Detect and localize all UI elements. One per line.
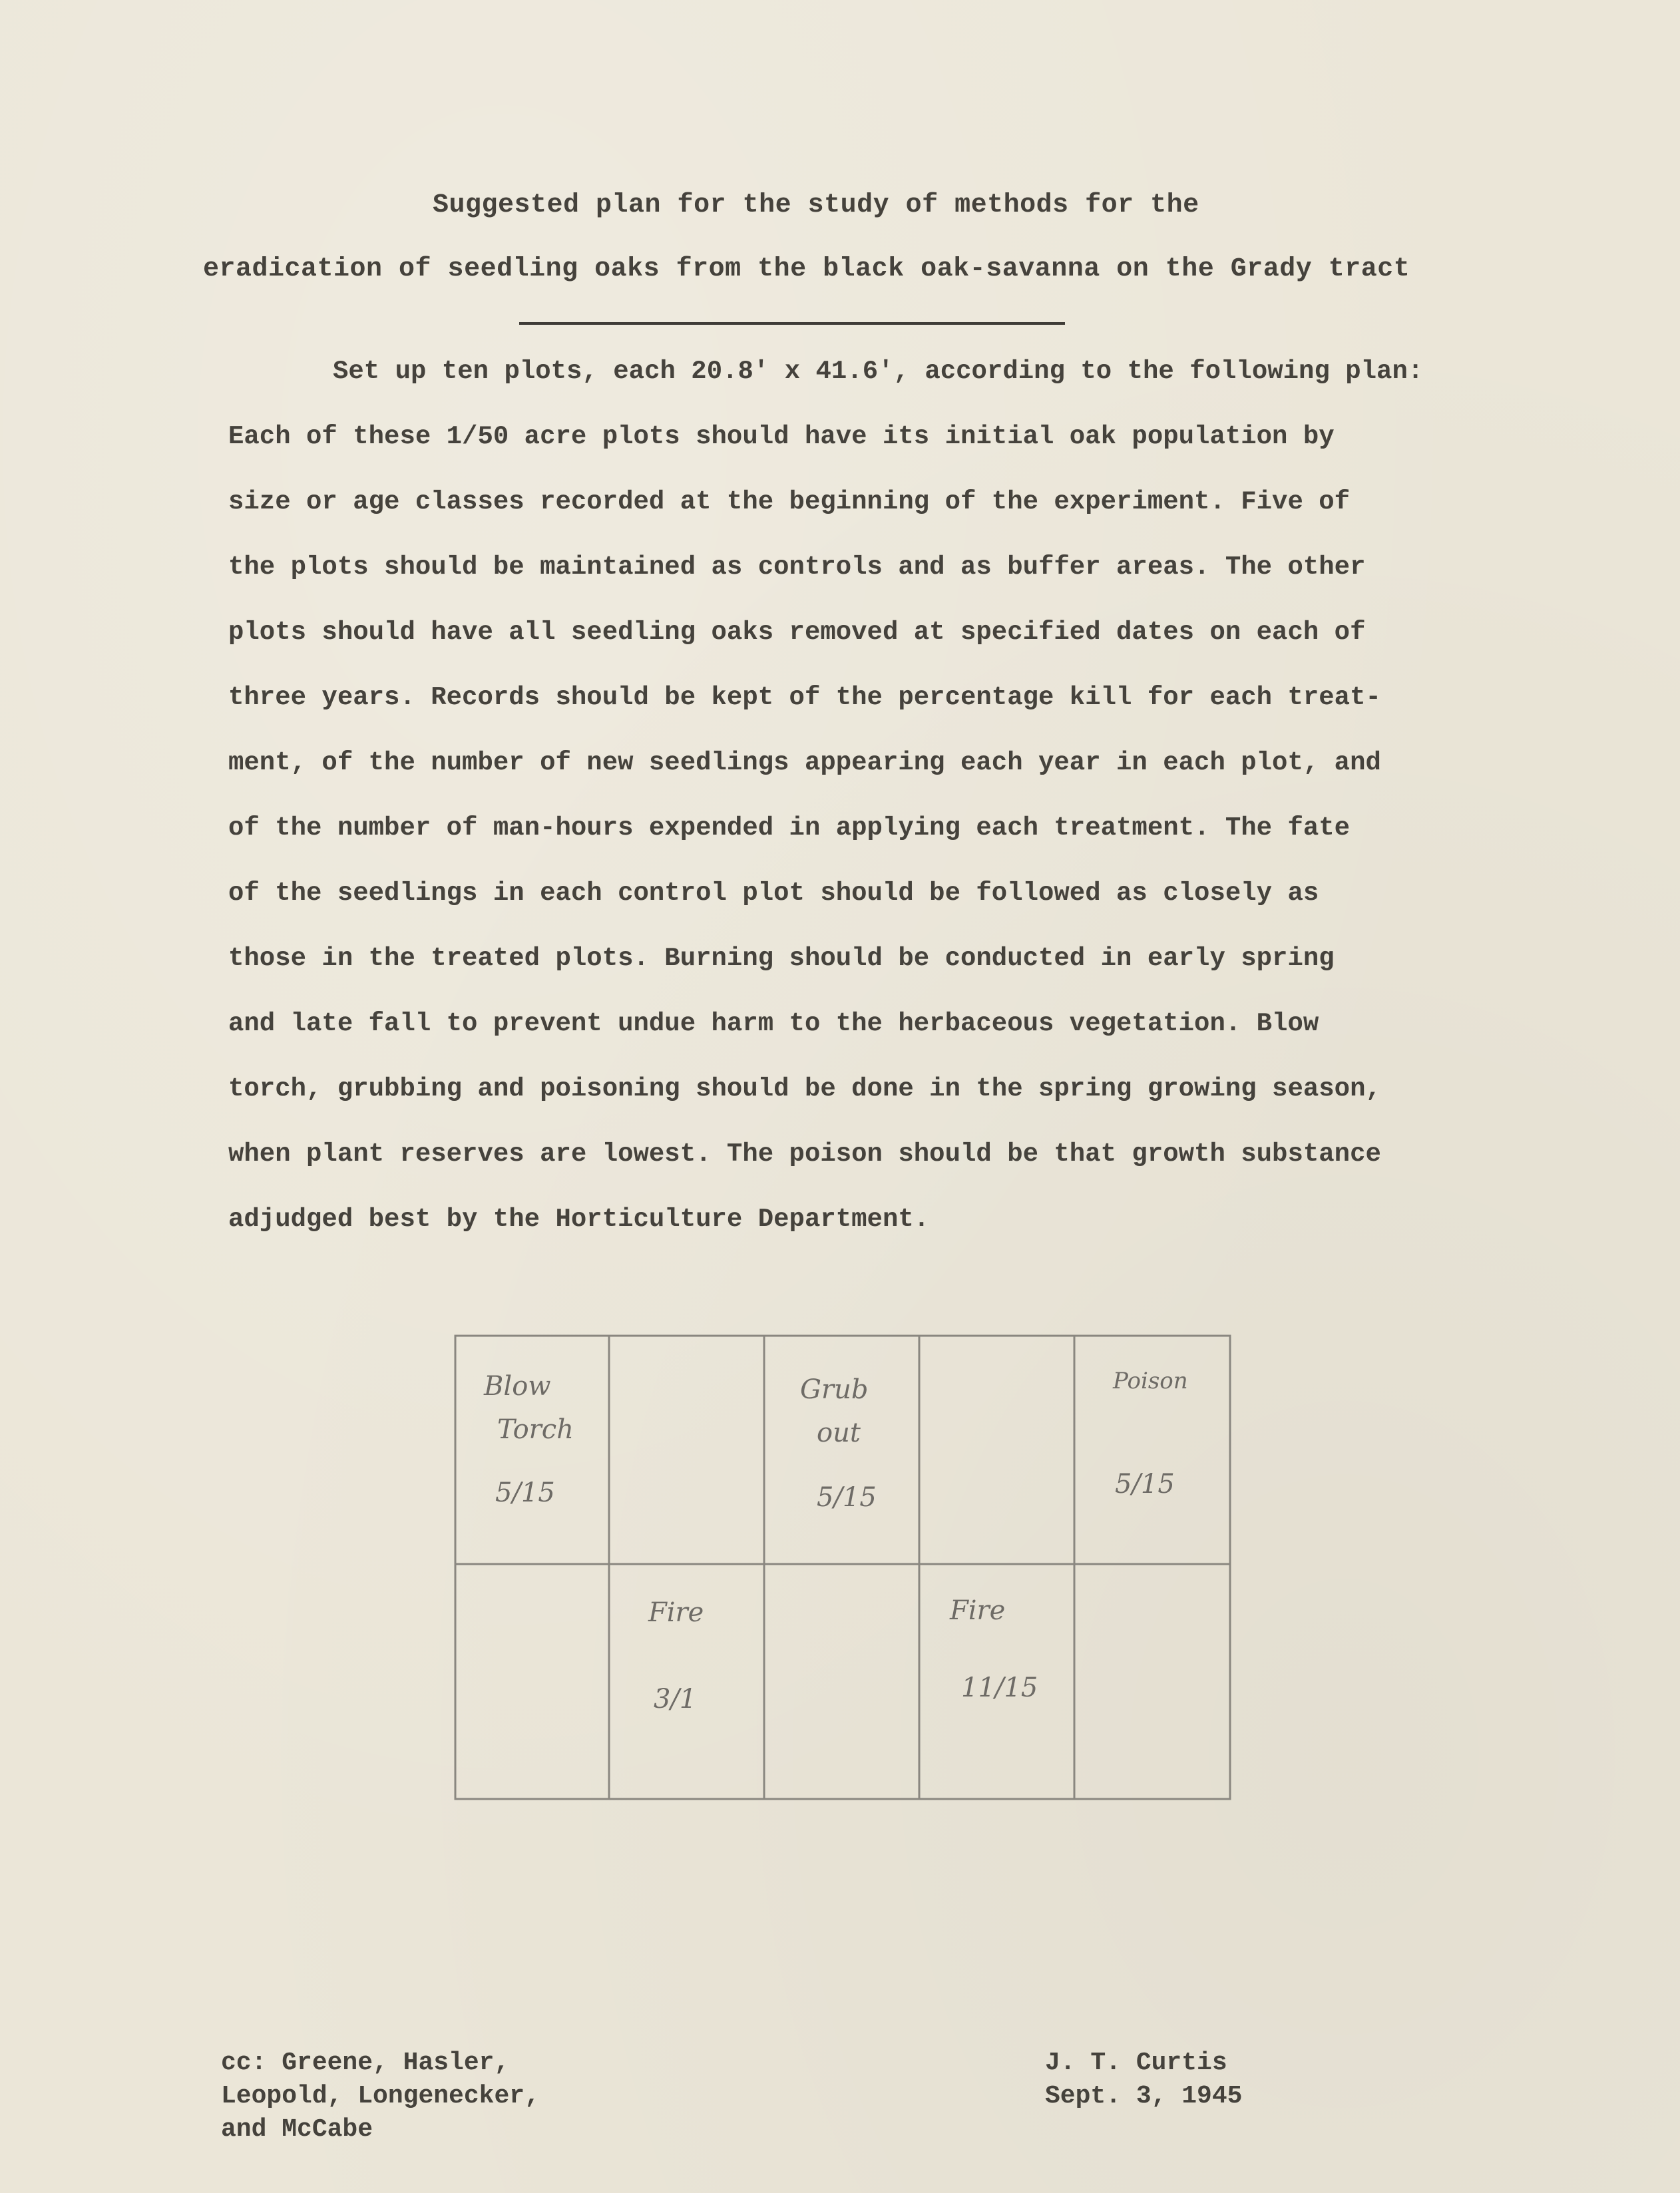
body-line: size or age classes recorded at the beginning of the experiment. Five of (228, 487, 1351, 516)
body-line: ment, of the number of new seedlings appearing each year in each plot, and (228, 748, 1381, 777)
body-line: those in the treated plots. Burning should be conducted in early spring (228, 944, 1335, 973)
plot-blow-torch-date: 5/15 (495, 1478, 555, 1508)
body-line: and late fall to prevent undue harm to the herbaceous vegetation. Blow (228, 1009, 1319, 1038)
body-line: when plant reserves are lowest. The poison should be that growth substance (228, 1139, 1381, 1169)
plot-fire-spring-date: 3/1 (654, 1684, 697, 1714)
cc-line: and McCabe (221, 2115, 373, 2144)
body-line: adjudged best by the Horticulture Department. (228, 1205, 930, 1234)
body-line: of the number of man-hours expended in applying each treatment. The fate (228, 813, 1351, 843)
plot-grid (454, 1334, 1231, 1800)
plot-grub-out-date: 5/15 (817, 1482, 877, 1513)
plot-blow-torch-label: Blow (484, 1371, 551, 1402)
title-line-2: eradication of seedling oaks from the black oak-savanna on the Grady tract (203, 254, 1410, 284)
cc-line: cc: Greene, Hasler, (221, 2049, 510, 2077)
body-line: the plots should be maintained as controls and as buffer areas. The other (228, 552, 1366, 582)
body-line: plots should have all seedling oaks removed at specified dates on each of (228, 618, 1366, 647)
plot-fire-spring-label: Fire (648, 1597, 704, 1628)
title-line-1: Suggested plan for the study of methods for the (433, 190, 1199, 220)
plot-grub-out-label: Grub (800, 1374, 869, 1405)
body-line: torch, grubbing and poisoning should be done in the spring growing season, (228, 1074, 1381, 1103)
plot-grub-out-label-2: out (817, 1418, 861, 1448)
body-line: three years. Records should be kept of the percentage kill for each treat- (228, 683, 1381, 712)
plot-blow-torch-label-2: Torch (497, 1414, 574, 1445)
signature-block (1045, 2047, 1242, 2113)
cc-line: Leopold, Longenecker, (221, 2082, 540, 2110)
cc-list (221, 2047, 540, 2146)
author-name: J. T. Curtis (1045, 2049, 1227, 2077)
body-line: Set up ten plots, each 20.8' x 41.6', according to the following plan: (333, 357, 1424, 386)
title-underline (519, 322, 1065, 325)
plot-poison-date: 5/15 (1115, 1469, 1175, 1499)
plot-poison-label: Poison (1113, 1368, 1188, 1394)
plot-fire-fall-date: 11/15 (961, 1673, 1038, 1703)
body-line: Each of these 1/50 acre plots should have its initial oak population by (228, 422, 1335, 451)
document-date: Sept. 3, 1945 (1045, 2082, 1243, 2110)
plot-fire-fall-label: Fire (950, 1595, 1006, 1626)
body-line: of the seedlings in each control plot should be followed as closely as (228, 879, 1319, 908)
